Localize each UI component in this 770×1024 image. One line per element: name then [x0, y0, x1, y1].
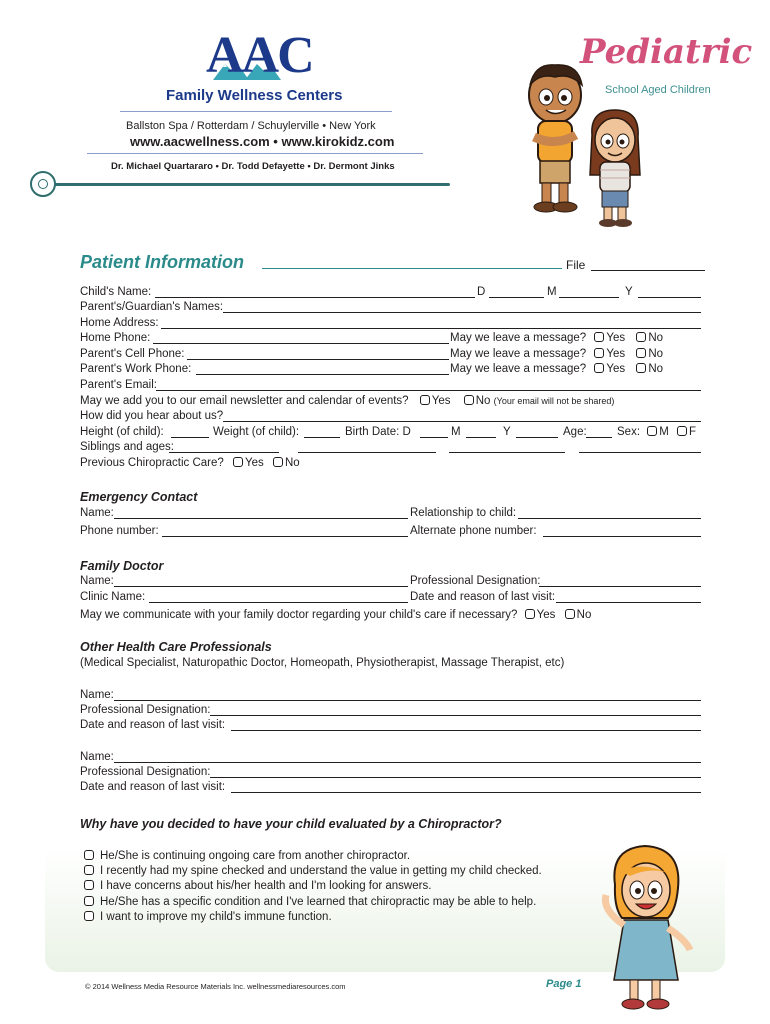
yes-label: Yes [431, 395, 451, 407]
other-subtitle: (Medical Specialist, Naturopathic Doctor, Homeopath, Physiotherapist, Massage Therapist, etc) [80, 657, 565, 669]
age-field[interactable] [586, 437, 612, 438]
no-label: No [648, 363, 664, 375]
doctor-designation-label: Professional Designation: [410, 575, 541, 587]
brand-name: Family Wellness Centers [166, 87, 343, 104]
footer-website: wellnessmediaresources.com [247, 982, 346, 991]
file-field[interactable] [591, 270, 705, 271]
emergency-phone-label: Phone number: [80, 525, 159, 537]
emergency-name-field[interactable] [114, 518, 408, 519]
other2-name-field[interactable] [114, 762, 701, 763]
height-field[interactable] [171, 437, 209, 438]
yes-label: Yes [606, 348, 626, 360]
newsletter-yes-checkbox[interactable] [420, 395, 430, 405]
leave-message-label: May we leave a message? [450, 348, 587, 360]
clinic-name-label: Clinic Name: [80, 591, 146, 603]
other1-name-label: Name: [80, 689, 114, 701]
reason-label: I recently had my spine checked and understand the value in getting my child checked. [100, 865, 542, 877]
emergency-phone-field[interactable] [162, 536, 408, 537]
doctors: Dr. Michael Quartararo • Dr. Todd Defayette • Dr. Dermont Jinks [111, 161, 395, 172]
weight-label: Weight (of child): [213, 426, 300, 438]
work-message-yes-checkbox[interactable] [594, 363, 604, 373]
weight-field[interactable] [304, 437, 340, 438]
reason-checkbox[interactable] [84, 880, 94, 890]
communicate-yes-checkbox[interactable] [525, 609, 535, 619]
prev-chiro-no-checkbox[interactable] [273, 457, 283, 467]
prev-chiro-label: Previous Chiropractic Care? [80, 457, 224, 469]
dob-y-label: Y [625, 286, 633, 298]
age-label: Age: [563, 426, 587, 438]
reason-checkbox[interactable] [84, 896, 94, 906]
reasons-title: Why have you decided to have your child evaluated by a Chiropractor? [80, 817, 502, 831]
work-phone-label: Parent's Work Phone: [80, 363, 192, 375]
yes-label: Yes [536, 609, 556, 621]
rule-circle-icon [30, 171, 56, 197]
reason-label: He/She is continuing ongoing care from another chiropractor. [100, 850, 411, 862]
hear-about-label: How did you hear about us? [80, 410, 224, 422]
sex-f-label: F [689, 426, 697, 438]
reason-item[interactable] [84, 879, 431, 893]
other2-designation-label: Professional Designation: [80, 766, 211, 778]
leave-message-label: May we leave a message? [450, 363, 587, 375]
birth-d-field[interactable] [420, 437, 448, 438]
other1-last-visit-label: Date and reason of last visit: [80, 719, 226, 731]
other-title: Other Health Care Professionals [80, 640, 272, 654]
yes-label: Yes [245, 457, 264, 469]
alt-phone-label: Alternate phone number: [410, 525, 537, 537]
cell-message-yes-checkbox[interactable] [594, 348, 604, 358]
kids-illustration [510, 55, 660, 230]
home-phone-field[interactable] [153, 343, 449, 344]
emergency-title: Emergency Contact [80, 490, 198, 504]
no-label: No [284, 457, 300, 469]
doctor-last-visit-label: Date and reason of last visit: [410, 591, 556, 603]
other1-name-field[interactable] [114, 700, 701, 701]
title-underline [262, 268, 562, 269]
reason-checkbox[interactable] [84, 865, 94, 875]
emergency-name-label: Name: [80, 507, 114, 519]
birth-date-label: Birth Date: D [345, 426, 411, 438]
other2-last-visit-label: Date and reason of last visit: [80, 781, 226, 793]
websites: www.aacwellness.com • www.kirokidz.com [130, 134, 395, 149]
home-message-no-checkbox[interactable] [636, 332, 646, 342]
locations: Ballston Spa / Rotterdam / Schuylerville • New York [126, 120, 376, 132]
newsletter-label: May we add you to our email newsletter and calendar of events? [80, 395, 409, 407]
cell-phone-label: Parent's Cell Phone: [80, 348, 185, 360]
communicate-no-checkbox[interactable] [565, 609, 575, 619]
newsletter-row [80, 394, 614, 408]
copyright: © 2014 Wellness Media Resource Materials Inc. [85, 982, 246, 991]
sex-label: Sex: [617, 426, 641, 438]
siblings-field-4[interactable] [579, 452, 701, 453]
email-label: Parent's Email: [80, 379, 157, 391]
other2-name-label: Name: [80, 751, 114, 763]
no-label: No [648, 348, 664, 360]
relationship-label: Relationship to child: [410, 507, 517, 519]
no-label: No [475, 395, 491, 407]
communicate-row [80, 608, 591, 622]
clinic-name-field[interactable] [149, 602, 408, 603]
siblings-field-1[interactable] [169, 452, 279, 453]
communicate-label: May we communicate with your family doctor regarding your child's care if necessary? [80, 609, 518, 621]
sex-m-label: M [659, 426, 669, 438]
other1-designation-field[interactable] [210, 715, 701, 716]
cell-phone-field[interactable] [187, 359, 449, 360]
dob-d-label: D [477, 286, 486, 298]
badge-title: Pediatric [580, 32, 753, 72]
childs-name-field[interactable] [155, 297, 475, 298]
childs-name-label: Child's Name: [80, 286, 152, 298]
reason-item[interactable] [84, 849, 410, 863]
sex-row [617, 425, 696, 439]
reason-label: I have concerns about his/her health and I'm looking for answers. [100, 880, 432, 892]
dob-m-field[interactable] [559, 297, 619, 298]
leave-message-label: May we leave a message? [450, 332, 587, 344]
siblings-field-3[interactable] [449, 452, 565, 453]
reason-checkbox[interactable] [84, 850, 94, 860]
siblings-label: Siblings and ages: [80, 441, 174, 453]
reason-item[interactable] [84, 864, 542, 878]
siblings-field-2[interactable] [298, 452, 436, 453]
other1-last-visit-field[interactable] [231, 730, 701, 731]
birth-m-label: M [451, 426, 461, 438]
prev-chiro-row [80, 456, 300, 470]
header-rule [40, 183, 450, 186]
relationship-field[interactable] [518, 518, 701, 519]
home-phone-label: Home Phone: [80, 332, 151, 344]
header-divider-2 [87, 153, 423, 154]
hear-about-field[interactable] [223, 421, 701, 422]
reason-checkbox[interactable] [84, 911, 94, 921]
cell-message-no-checkbox[interactable] [636, 348, 646, 358]
dob-d-field[interactable] [489, 297, 544, 298]
patient-info-title: Patient Information [80, 252, 245, 272]
doctor-name-field[interactable] [114, 586, 408, 587]
family-doctor-title: Family Doctor [80, 559, 164, 573]
work-phone-field[interactable] [196, 374, 449, 375]
guardians-label: Parent's/Guardian's Names: [80, 301, 224, 313]
yes-label: Yes [606, 332, 626, 344]
home-address-field[interactable] [161, 328, 701, 329]
page-number: Page 1 [546, 978, 582, 990]
newsletter-no-checkbox[interactable] [464, 395, 474, 405]
sex-f-checkbox[interactable] [677, 426, 687, 436]
no-label: No [648, 332, 664, 344]
no-label: No [576, 609, 592, 621]
home-leave-message [450, 331, 663, 345]
sex-m-checkbox[interactable] [647, 426, 657, 436]
girl-illustration [590, 840, 700, 1015]
file-label: File [566, 258, 586, 272]
reason-item[interactable] [84, 895, 536, 909]
guardians-field[interactable] [223, 312, 701, 313]
badge-subtitle: School Aged Children [605, 84, 711, 96]
other2-last-visit-field[interactable] [231, 792, 701, 793]
yes-label: Yes [606, 363, 626, 375]
prev-chiro-yes-checkbox[interactable] [233, 457, 243, 467]
newsletter-note: (Your email will not be shared) [493, 396, 615, 406]
birth-m-field[interactable] [466, 437, 496, 438]
doctor-name-label: Name: [80, 575, 114, 587]
logo-text: AAC [206, 27, 313, 84]
header-divider [120, 111, 392, 112]
home-message-yes-checkbox[interactable] [594, 332, 604, 342]
doctor-last-visit-field[interactable] [556, 602, 701, 603]
other2-designation-field[interactable] [210, 777, 701, 778]
footer-text [85, 982, 346, 991]
reason-label: He/She has a specific condition and I've learned that chiropractic may be able to help. [100, 896, 537, 908]
dob-m-label: M [547, 286, 557, 298]
doctor-designation-field[interactable] [539, 586, 701, 587]
reason-item[interactable] [84, 910, 332, 924]
work-leave-message [450, 362, 663, 376]
cell-leave-message [450, 347, 663, 361]
birth-y-label: Y [503, 426, 511, 438]
home-address-label: Home Address: [80, 317, 159, 329]
height-label: Height (of child): [80, 426, 164, 438]
email-field[interactable] [156, 390, 701, 391]
work-message-no-checkbox[interactable] [636, 363, 646, 373]
reason-label: I want to improve my child's immune function. [100, 911, 332, 923]
other1-designation-label: Professional Designation: [80, 704, 211, 716]
dob-y-field[interactable] [638, 297, 701, 298]
alt-phone-field[interactable] [543, 536, 701, 537]
birth-y-field[interactable] [516, 437, 558, 438]
